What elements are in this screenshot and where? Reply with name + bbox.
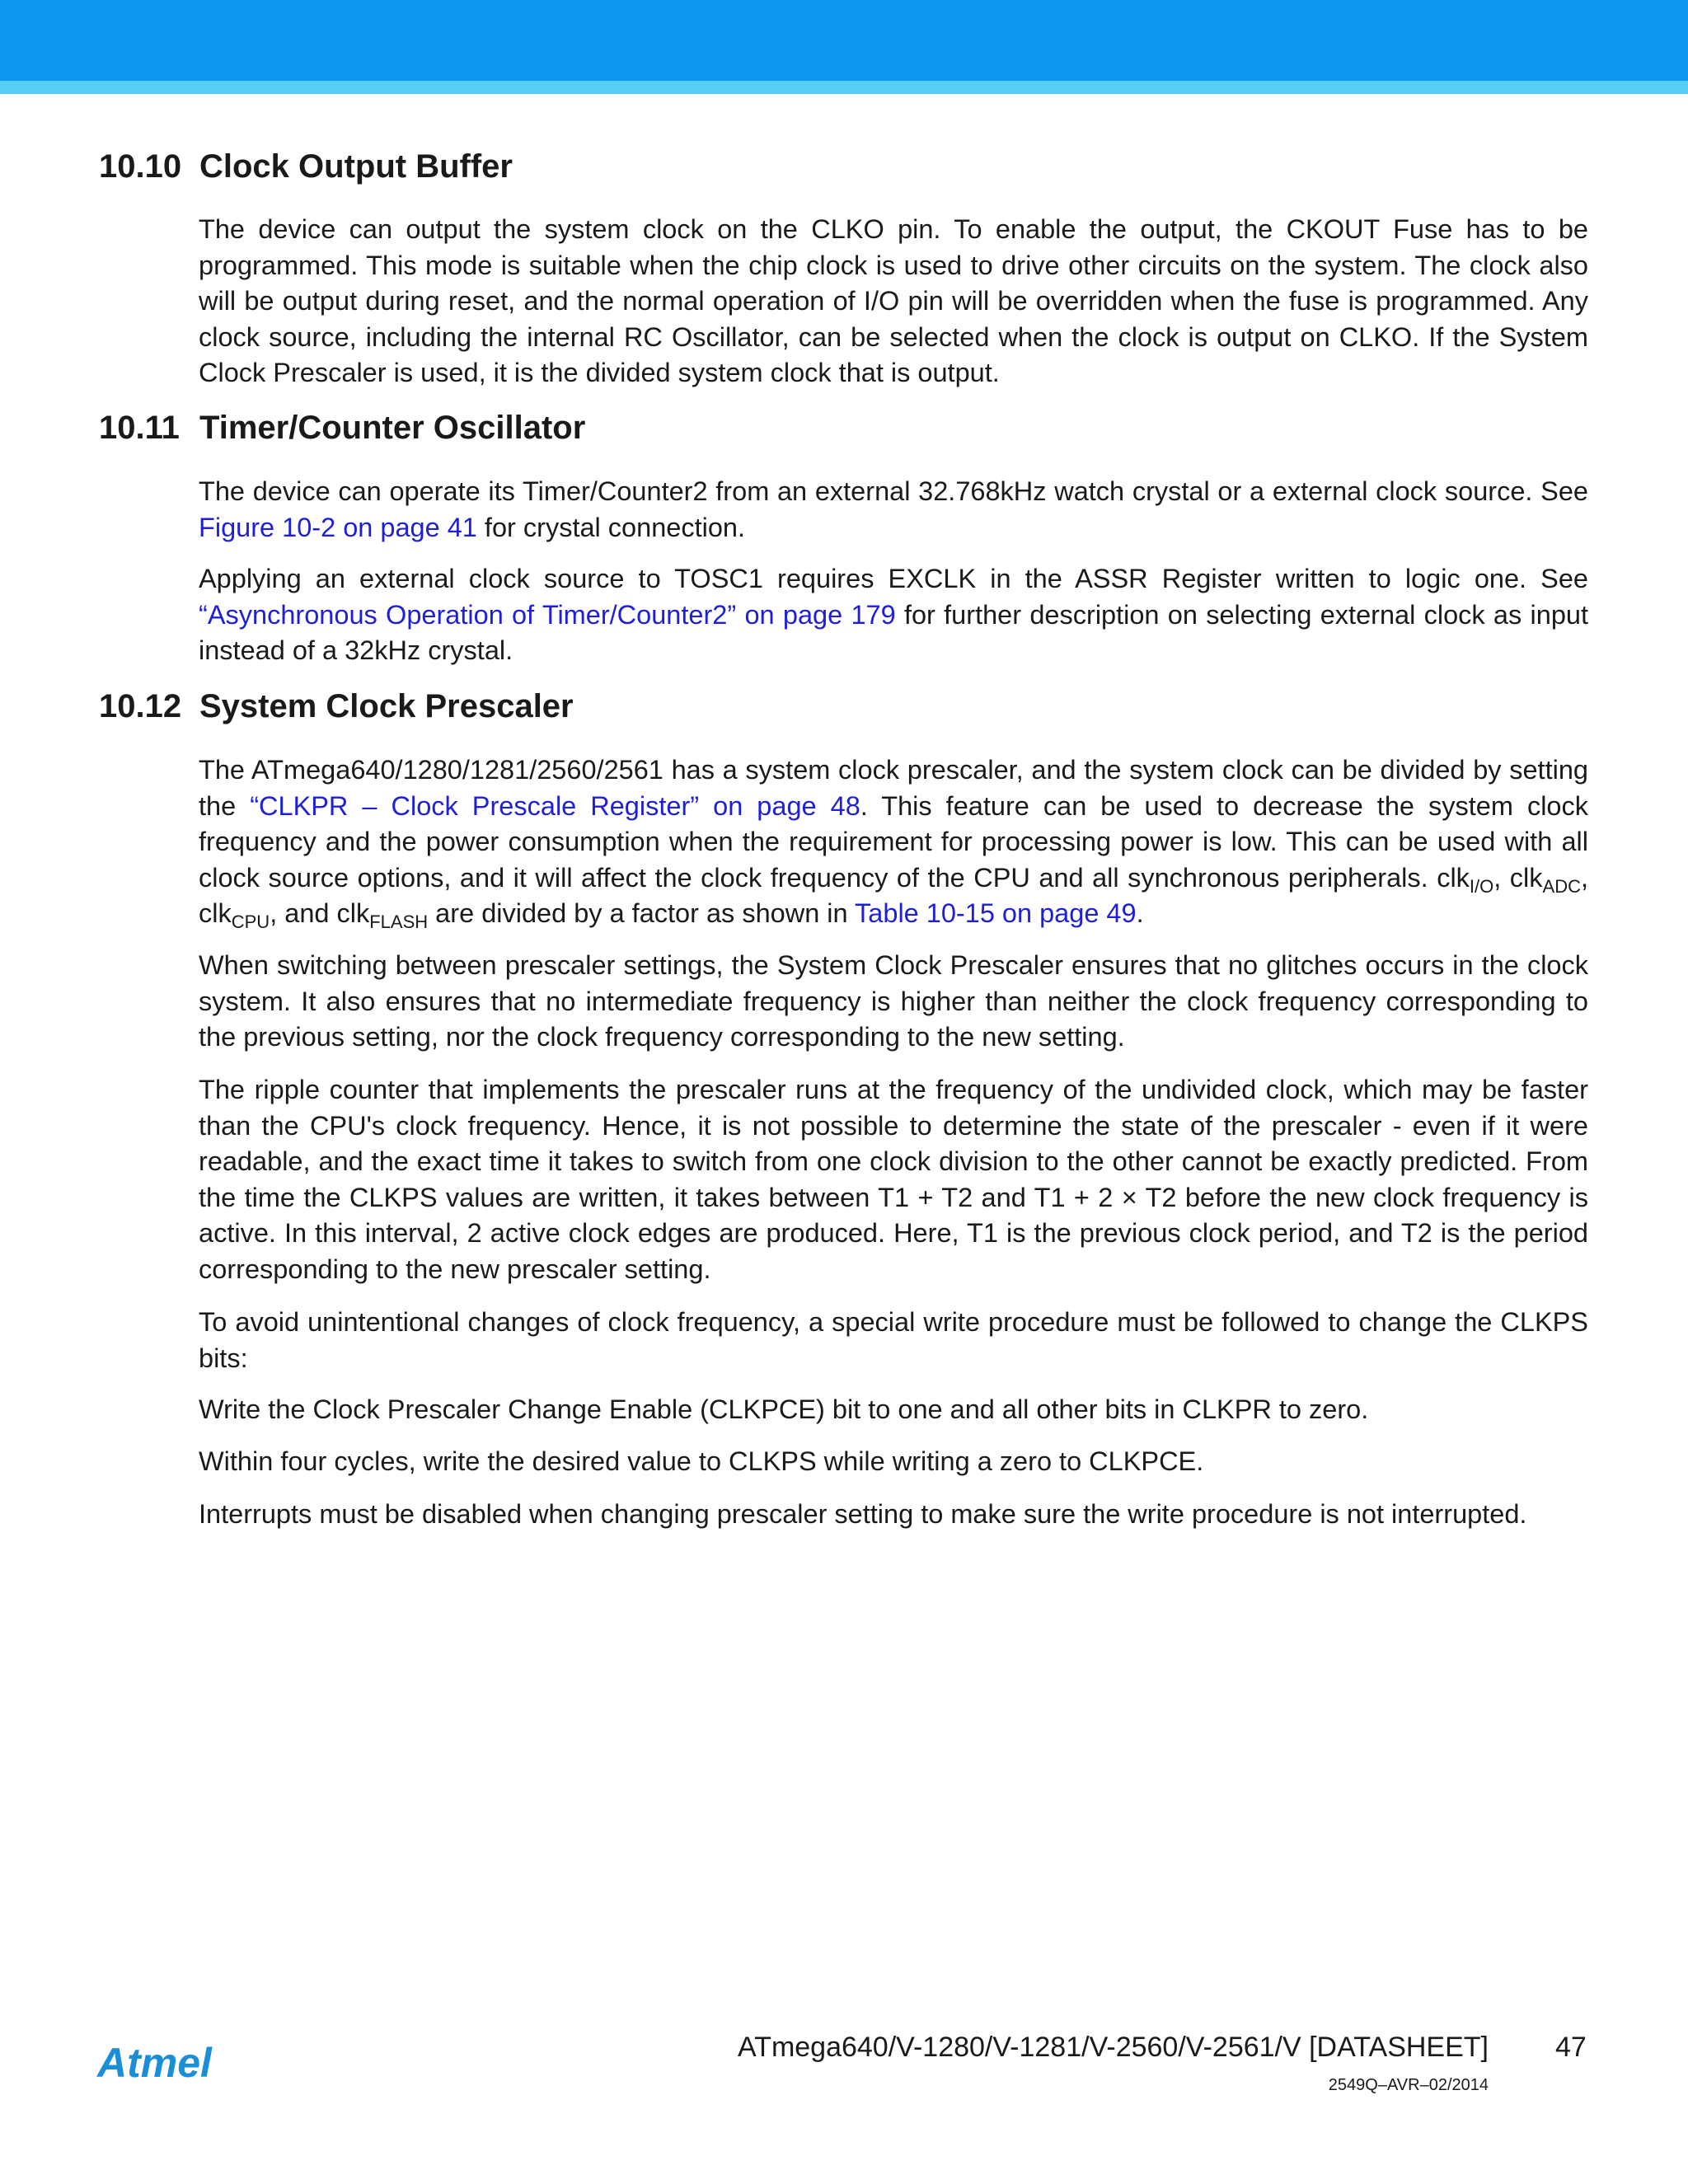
subscript: FLASH: [369, 912, 429, 933]
document-code: 2549Q–AVR–02/2014: [1328, 2076, 1489, 2094]
section-title: Clock Output Buffer: [199, 148, 513, 185]
clkpr-link[interactable]: “CLKPR – Clock Prescale Register” on page 48: [250, 790, 860, 821]
atmel-logo: [96, 2036, 244, 2088]
paragraph: Within four cycles, write the desired value to CLKPS while writing a zero to CLKPCE.: [199, 1446, 1204, 1476]
text-run: for crystal connection.: [476, 512, 746, 542]
subscript: CPU: [231, 912, 270, 933]
header-stripe: [0, 81, 1688, 94]
paragraph: Write the Clock Prescaler Change Enable (CLKPCE) bit to one and all other bits in CLKPR to zero.: [199, 1394, 1369, 1424]
footer-title: ATmega640/V-1280/V-1281/V-2560/V-2561/V [DATASHEET]: [738, 2032, 1489, 2063]
paragraph: Interrupts must be disabled when changing prescaler setting to make sure the write procedure is not interrupted.: [199, 1499, 1527, 1529]
text-run: . This feature can be used to decrease the system clock frequency and the power consumption when the requirement for processing power is low. This can be used with all clock source options, and it will affect the clock frequency of the CPU and all synchronous peripherals. clk: [199, 790, 1588, 893]
section-heading-10-12: [99, 687, 574, 726]
paragraph: The device can output the system clock on the CLKO pin. To enable the output, the CKOUT Fuse has to be programmed. This mode is suitable when the chip clock is used to drive other circuits on the system. The clock also will be output during reset, and the normal operation of I/O pin will be overridden when the fuse is programmed. Any clock source, including the internal RC Oscillator, can be selected when the clock is output on CLKO. If the System Clock Prescaler is used, it is the divided system clock that is output.: [199, 214, 1588, 388]
subscript: I/O: [1469, 875, 1494, 897]
header-bar: [0, 0, 1688, 81]
paragraph: [199, 752, 1588, 932]
text-run: .: [1136, 898, 1144, 929]
text-run: for further description on selecting external clock as input instead of a 32kHz crystal.: [199, 599, 1588, 666]
subscript: ADC: [1542, 875, 1581, 897]
text-run: The device can operate its Timer/Counter2 from an external 32.768kHz watch crystal or a external clock source. See: [199, 476, 1588, 506]
text-run: , and clk: [270, 898, 370, 929]
section-heading-10-11: [99, 408, 585, 448]
text-run: , clk: [199, 862, 1589, 929]
section-number: 10.10: [99, 148, 182, 185]
paragraph: To avoid unintentional changes of clock frequency, a special write procedure must be followed to change the CLKPS bits:: [199, 1307, 1588, 1373]
section-title: Timer/Counter Oscillator: [199, 410, 586, 446]
paragraph: [199, 474, 1588, 546]
figure-link[interactable]: Figure 10-2 on page 41: [199, 512, 477, 542]
text-run: , clk: [1493, 862, 1543, 893]
text-run: are divided by a factor as shown in: [428, 898, 856, 929]
table-link[interactable]: Table 10-15 on page 49: [855, 898, 1137, 929]
page-number: 47: [1555, 2032, 1587, 2063]
text-run: Applying an external clock source to TOSC1 requires EXCLK in the ASSR Register written to logic one. See: [199, 564, 1588, 593]
section-number: 10.11: [99, 410, 180, 446]
async-operation-link[interactable]: “Asynchronous Operation of Timer/Counter2” on page 179: [199, 599, 896, 630]
paragraph: The ripple counter that implements the prescaler runs at the frequency of the undivided clock, which may be faster than the CPU's clock frequency. Hence, it is not possible to determine the state of the prescaler - even if it were readable, and the exact time it takes to switch from one clock division to the other cannot be exactly predicted. From the time the CLKPS values are written, it takes between T1 + T2 and T1 + 2 × T2 before the new clock frequency is active. In this interval, 2 active clock edges are produced. Here, T1 is the previous clock period, and T2 is the period corresponding to the new prescaler setting.: [199, 1075, 1588, 1284]
section-title: System Clock Prescaler: [199, 688, 574, 724]
paragraph: When switching between prescaler settings, the System Clock Prescaler ensures that no glitches occurs in the clock system. It also ensures that no intermediate frequency is higher than neither the clock frequency corresponding to the previous setting, nor the clock frequency corresponding to the new setting.: [199, 950, 1588, 1052]
section-heading-10-10: [99, 147, 513, 186]
paragraph: [199, 561, 1588, 669]
text-run: The ATmega640/1280/1281/2560/2561 has a system clock prescaler, and the system clock can be divided by setting the: [199, 755, 1588, 821]
section-number: 10.12: [99, 688, 182, 724]
logo-text: Atmel: [97, 2040, 212, 2086]
